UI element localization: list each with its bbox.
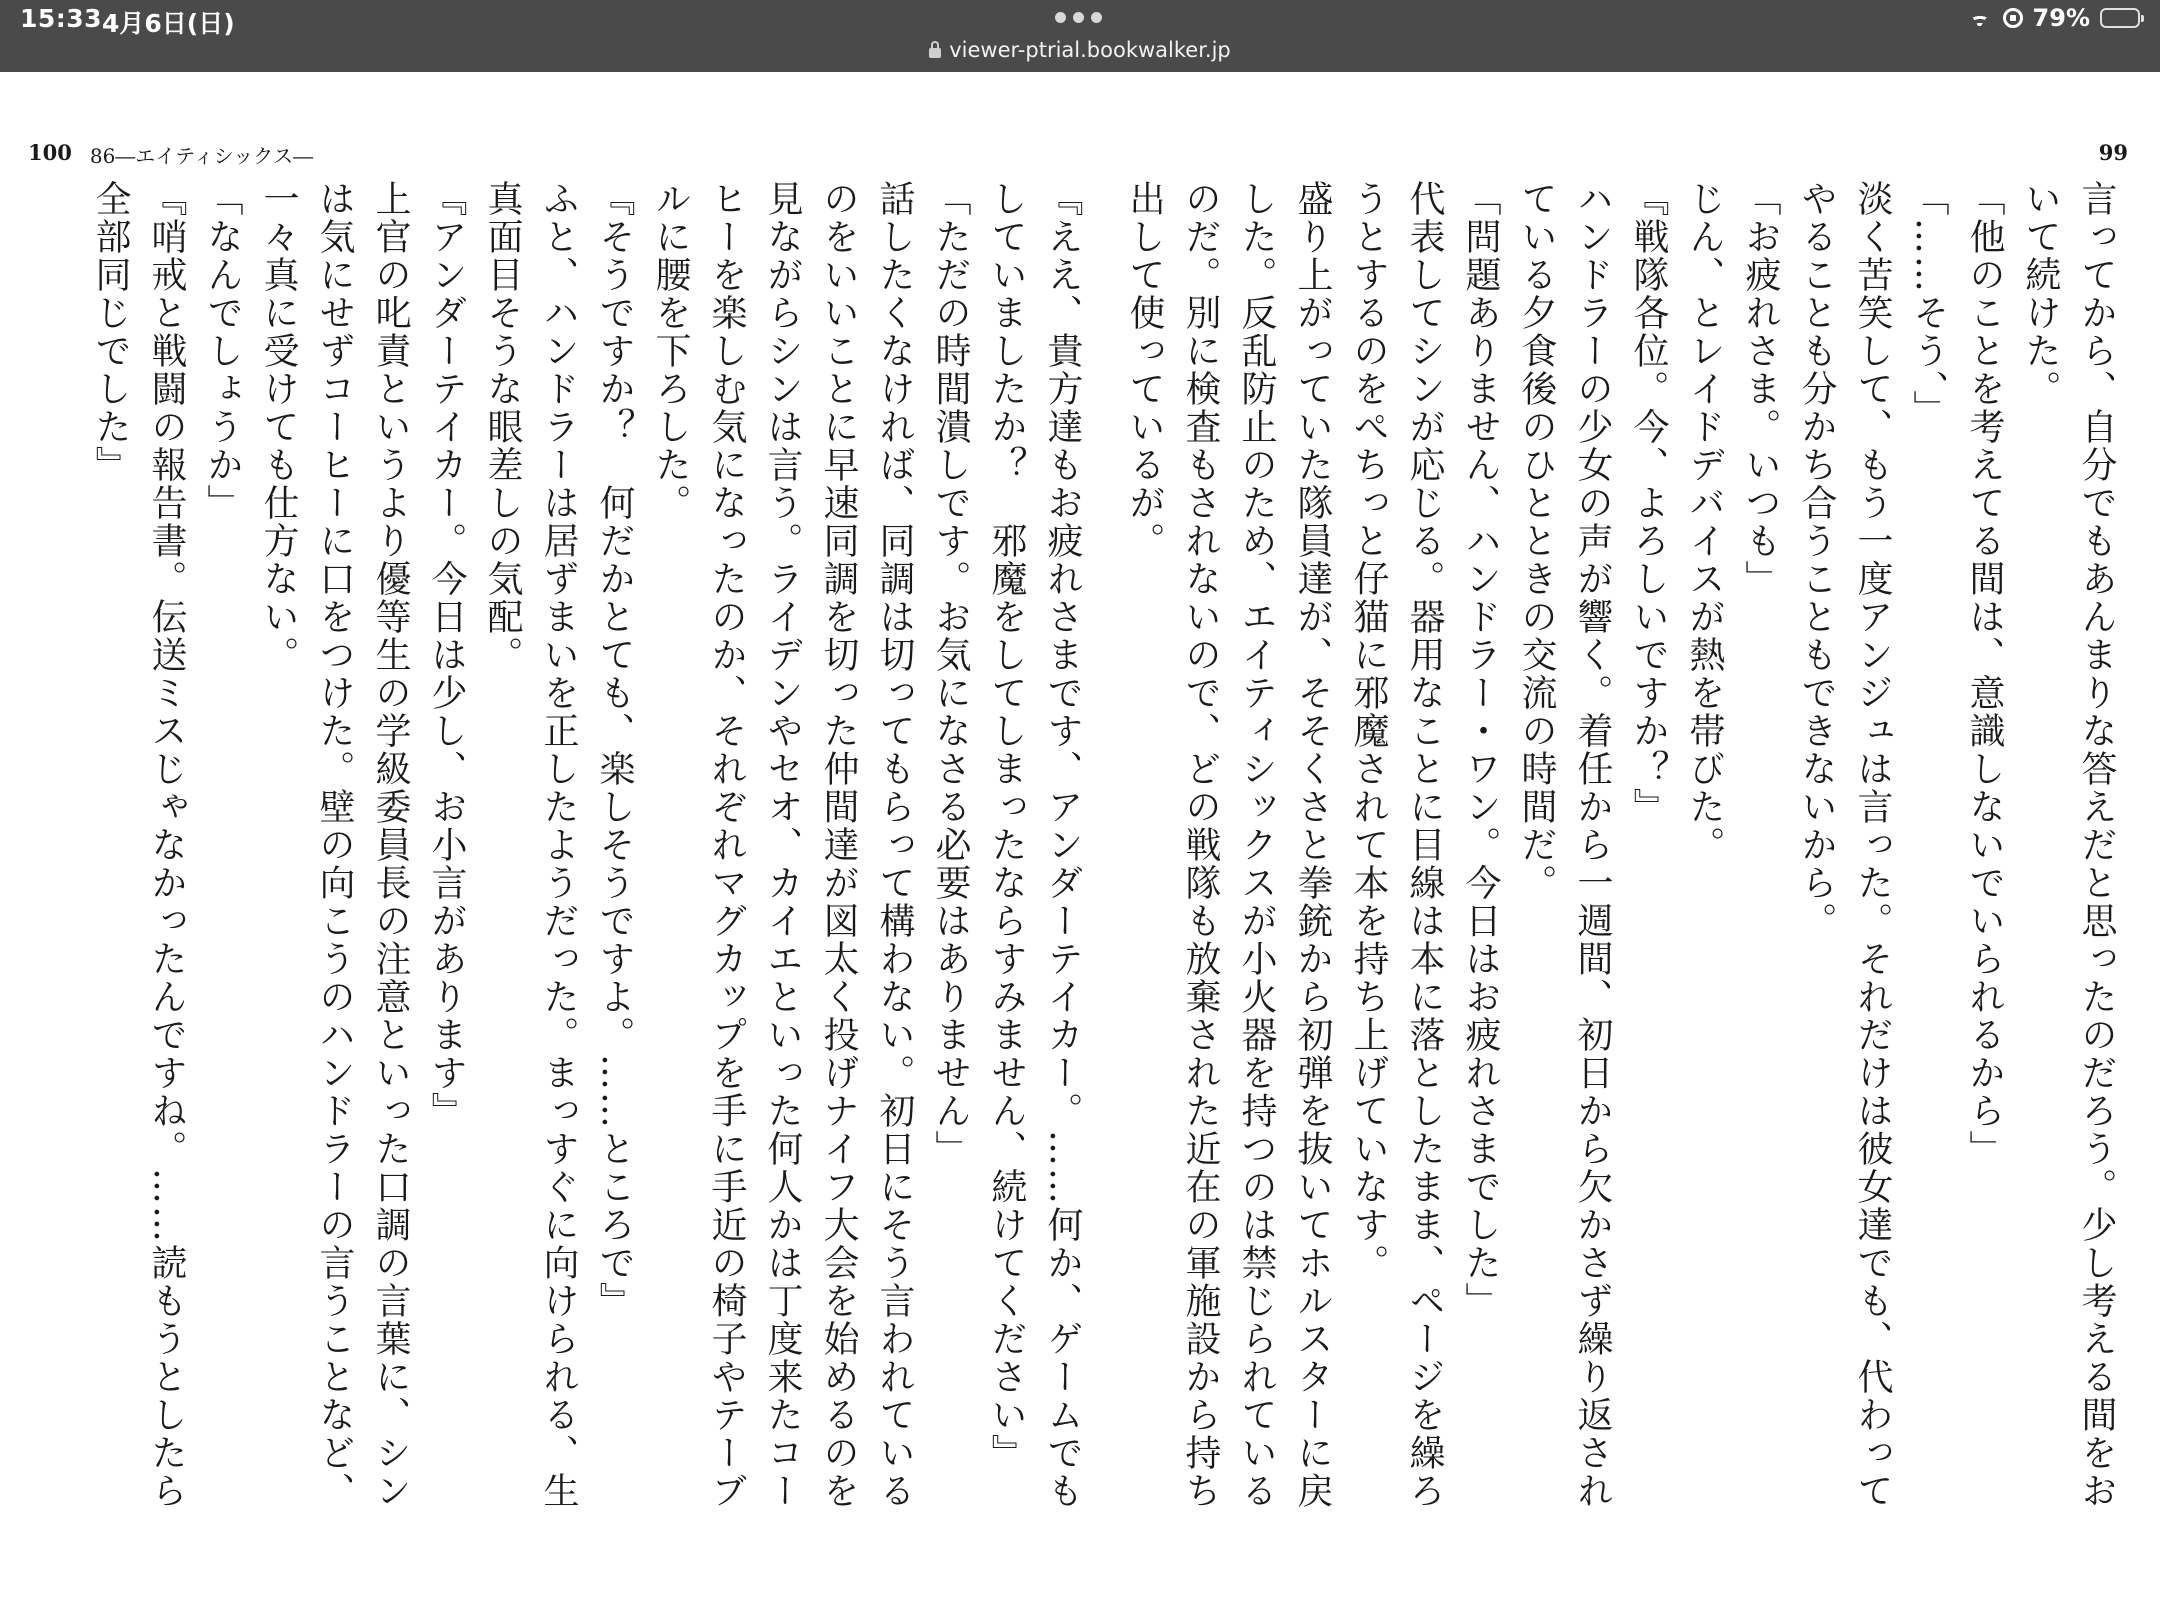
rotation-lock-icon bbox=[2003, 8, 2023, 28]
text-line: 「問題ありません、ハンドラー・ワン。今日はお疲れさまでした」 bbox=[1460, 180, 1501, 1320]
wifi-icon bbox=[1967, 8, 1993, 28]
text-line: じん、とレイドデバイスが熱を帯びた。 bbox=[1684, 180, 1725, 864]
battery-icon bbox=[2100, 8, 2140, 28]
right-page-number: 99 bbox=[2098, 140, 2128, 165]
status-time: 15:33 bbox=[20, 4, 103, 33]
lock-icon bbox=[929, 48, 941, 58]
left-page-header bbox=[28, 140, 313, 169]
address-bar[interactable] bbox=[0, 38, 2160, 62]
multitasking-dots-icon[interactable] bbox=[1055, 12, 1102, 23]
text-line: 『戦隊各位。今、よろしいですか？』 bbox=[1628, 180, 1669, 826]
text-line: 「ただの時間潰しです。お気になさる必要はありません」 bbox=[930, 180, 971, 1168]
status-bar bbox=[0, 0, 2160, 72]
url-text: viewer-ptrial.bookwalker.jp bbox=[949, 38, 1231, 62]
text-line: 「お疲れさま。いつも」 bbox=[1740, 180, 1781, 598]
text-line: 淡く苦笑して、もう一度アンジュは言った。それだけは彼女達でも、代わってやることも分かち合うこともできないから。 bbox=[1796, 180, 1893, 1510]
text-line: 盛り上がっていた隊員達が、そそくさと拳銃から初弾を抜いてホルスターに戻した。反乱防止のため、エイティシックスが小火器を持つのは禁じられているのだ。別に検査もされないので、どの戦隊も放棄された近在の軍施設から持ち出して使っているが。 bbox=[1124, 180, 1333, 1510]
left-page-number: 100 bbox=[28, 140, 72, 165]
text-line: ふと、ハンドラーは居ずまいを正したようだった。まっすぐに向けられる、生真面目そうな眼差しの気配。 bbox=[482, 180, 579, 1510]
text-line: 言ってから、自分でもあんまりな答えだと思ったのだろう。少し考える間をおいて続けた。 bbox=[2020, 180, 2117, 1510]
text-line: 『そうですか？ 何だかとても、楽しそうですよ。……ところで』 bbox=[594, 180, 635, 1320]
status-indicators bbox=[1967, 4, 2140, 32]
text-line: ハンドラーの少女の声が響く。着任から一週間、初日から欠かさず繰り返されている夕食後のひとときの交流の時間だ。 bbox=[1516, 180, 1613, 1510]
text-line: 『ええ、貴方達もお疲れさまです、アンダーテイカー。……何か、ゲームでもしていましたか？ 邪魔をしてしまったならすみません、続けてください』 bbox=[986, 180, 1083, 1510]
book-title: 86―エイティシックス― bbox=[89, 144, 314, 168]
text-line: 話したくなければ、同調は切ってもらって構わない。初日にそう言われているのをいいことに早速同調を切った仲間達が図太く投げナイフ大会を始めるのを見ながらシンは言う。ライデンやセオ、カイエといった何人かは丁度来たコーヒーを楽しむ気になったのか、それぞれマグカップを手に手近の椅子やテーブルに腰を下ろした。 bbox=[650, 180, 915, 1510]
text-line: 代表してシンが応じる。器用なことに目線は本に落としたまま、ページを繰ろうとするのをぺちっと仔猫に邪魔されて本を持ち上げていなす。 bbox=[1348, 180, 1445, 1510]
status-date: 4月6日(日) bbox=[102, 9, 235, 38]
battery-percent: 79% bbox=[2032, 4, 2090, 32]
left-page-text[interactable] bbox=[90, 180, 1090, 1540]
text-line: 『哨戒と戦闘の報告書。伝送ミスじゃなかったんですね。……読もうとしたら全部同じでした』 bbox=[90, 180, 187, 1510]
text-line: 上官の叱責というより優等生の学級委員長の注意といった口調の言葉に、シンは気にせずコーヒーに口をつけた。壁の向こうのハンドラーの言うことなど、一々真に受けても仕方ない。 bbox=[258, 180, 411, 1510]
text-line: 「他のことを考えてる間は、意識しないでいられるから」 bbox=[1964, 180, 2005, 1168]
right-page-text[interactable] bbox=[1124, 180, 2124, 1540]
text-line: 『アンダーテイカー。今日は少し、お小言があります』 bbox=[426, 180, 467, 1130]
text-line: 「……そう、」 bbox=[1908, 180, 1949, 428]
text-line: 「なんでしょうか」 bbox=[202, 180, 243, 522]
